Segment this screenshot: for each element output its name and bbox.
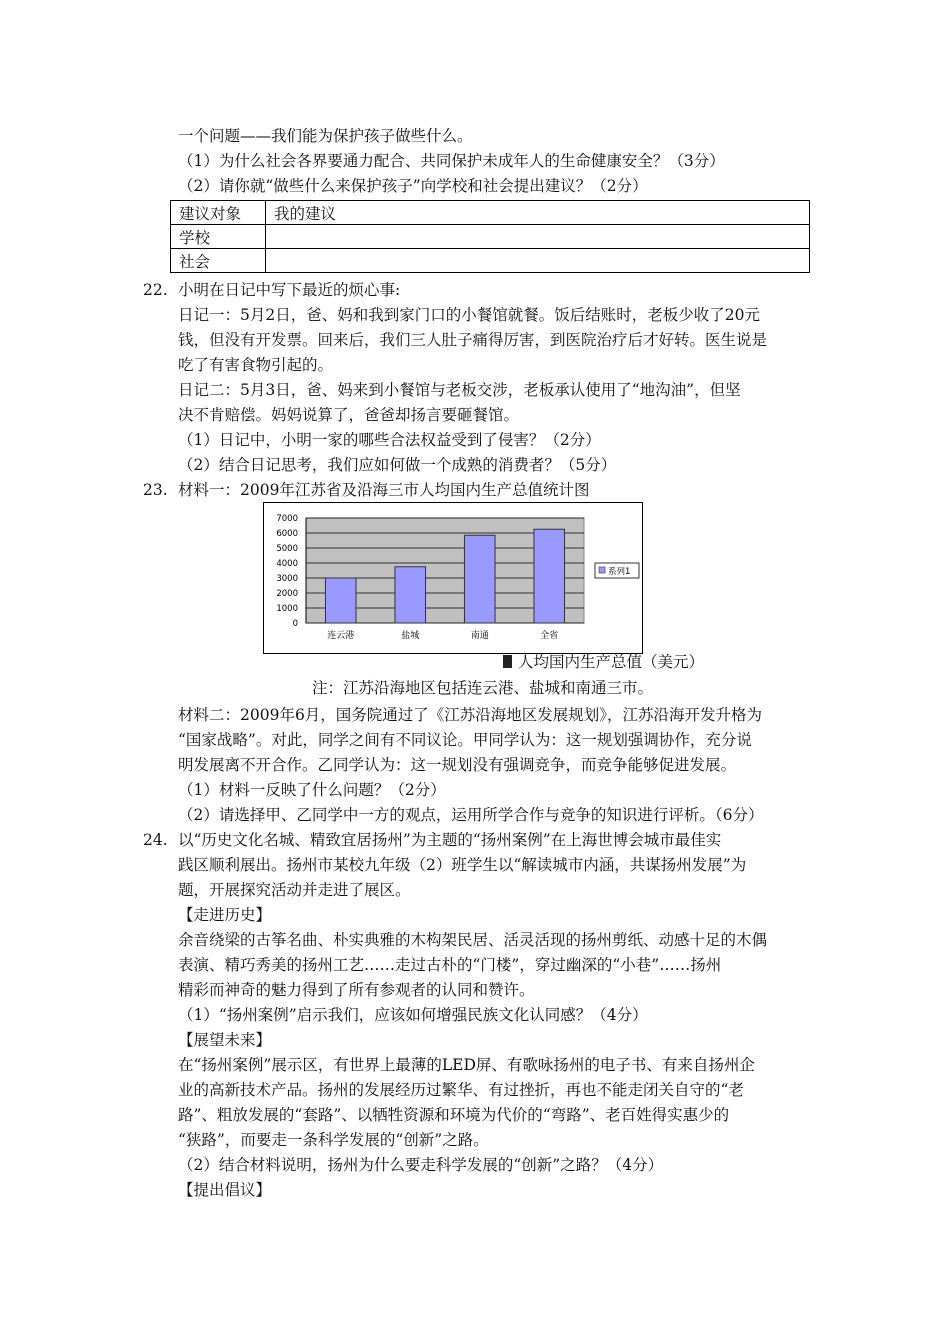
q24-section-heading: 【走进历史】 [178, 906, 272, 924]
y-tick-label: 4000 [276, 559, 298, 569]
caption-swatch [503, 655, 512, 668]
table-cell-target: 学校 [171, 225, 266, 249]
q23-number: 23. [143, 481, 168, 499]
q24-line: 余音绕梁的古筝名曲、朴实典雅的木构架民居、活灵活现的扬州剪纸、动感十足的木偶 [178, 931, 768, 949]
y-tick-label: 7000 [276, 514, 298, 524]
q24-line: 题，开展探究活动并走进了展区。 [178, 881, 411, 899]
bar [464, 535, 495, 623]
bar [325, 578, 356, 623]
q22-line: 钱，但没有开发票。回来后，我们三人肚子痛得厉害，到医院治疗后才好转。医生说是 [178, 331, 768, 349]
q21-sub2: （2）请你就“做些什么来保护孩子”向学校和社会提出建议？（2分） [178, 177, 648, 195]
chart-caption [503, 652, 704, 672]
gdp-chart [263, 502, 643, 654]
table-header-cell: 我的建议 [266, 201, 810, 225]
q24-line: 在“扬州案例”展示区，有世界上最薄的LED屏、有歌咏扬州的电子书、有来自扬州企 [178, 1056, 755, 1074]
legend-swatch [599, 567, 605, 573]
table-cell-target: 社会 [171, 249, 266, 273]
q24-line: 路”、粗放发展的“套路”、以牺牲资源和环境为代价的“弯路”、老百姓得实惠少的 [178, 1106, 730, 1124]
y-tick-label: 1000 [276, 604, 298, 614]
q24-line: 业的高新技术产品。扬州的发展经历过繁华、有过挫折，再也不能走闭关自守的“老 [178, 1081, 744, 1099]
q23-line: （2）请选择甲、乙同学中一方的观点，运用所学合作与竞争的知识进行评析。（6分） [178, 806, 764, 824]
gdp-bar-chart [264, 503, 642, 653]
y-tick-label: 5000 [276, 544, 298, 554]
table-cell-answer [266, 249, 810, 273]
q23-line: 明发展离不开合作。乙同学认为：这一规划没有强调竞争，而竞争能够促进发展。 [178, 756, 737, 774]
table-cell-answer [266, 225, 810, 249]
q24-section-heading: 【展望未来】 [178, 1031, 272, 1049]
q23-line: 材料二：2009年6月，国务院通过了《江苏沿海地区发展规划》，江苏沿海开发升格为 [178, 706, 763, 724]
q22-line: 日记一：5月2日，爸、妈和我到家门口的小餐馆就餐。饭后结账时，老板少收了20元 [178, 306, 760, 324]
q21-intro: 一个问题——我们能为保护孩子做些什么。 [178, 127, 473, 145]
q22-line: 小明在日记中写下最近的烦心事: [178, 281, 401, 299]
table-row [171, 225, 810, 249]
y-tick-label: 3000 [276, 574, 298, 584]
y-tick-label: 6000 [276, 529, 298, 539]
q24-section-heading: 【提出倡议】 [178, 1181, 272, 1199]
q24-line: 精彩而神奇的魅力得到了所有参观者的认同和赞许。 [178, 981, 535, 999]
suggestion-table [170, 200, 810, 273]
bar [395, 567, 426, 623]
q22-line: 决不肯赔偿。妈妈说算了，爸爸却扬言要砸餐馆。 [178, 406, 520, 424]
q23-line: （1）材料一反映了什么问题？（2分） [178, 781, 446, 799]
q21-sub1: （1）为什么社会各界要通力配合、共同保护未成年人的生命健康安全？（3分） [178, 152, 725, 170]
q22-line: （2）结合日记思考，我们应如何做一个成熟的消费者？（5分） [178, 456, 617, 474]
y-tick-label: 2000 [276, 589, 298, 599]
q22-line: （1）日记中，小明一家的哪些合法权益受到了侵害？（2分） [178, 431, 601, 449]
q24-line: 表演、精巧秀美的扬州工艺……走过古朴的“门楼”，穿过幽深的“小巷”……扬州 [178, 956, 722, 974]
q23-material1-title: 材料一：2009年江苏省及沿海三市人均国内生产总值统计图 [178, 481, 590, 499]
table-header-cell: 建议对象 [171, 201, 266, 225]
q24-line: （1）“扬州案例”启示我们，应该如何增强民族文化认同感？（4分） [178, 1006, 648, 1024]
chart-caption-text: 人均国内生产总值（美元） [518, 653, 705, 671]
x-tick-label: 全省 [540, 631, 559, 641]
x-tick-label: 盐城 [401, 631, 420, 641]
y-tick-label: 0 [292, 619, 298, 629]
q24-number: 24. [143, 831, 168, 849]
q22-line: 日记二：5月3日，爸、妈来到小餐馆与老板交涉，老板承认使用了“地沟油”，但坚 [178, 381, 741, 399]
legend-label: 系列1 [608, 567, 631, 577]
q24-line: “狭路”，而要走一条科学发展的“创新”之路。 [178, 1131, 489, 1149]
x-tick-label: 连云港 [327, 631, 355, 641]
table-header-row [171, 201, 810, 225]
q24-line: （2）结合材料说明，扬州为什么要走科学发展的“创新”之路？（4分） [178, 1156, 664, 1174]
q22-line: 吃了有害食物引起的。 [178, 356, 334, 374]
q22-number: 22. [143, 281, 168, 299]
bar [534, 529, 565, 623]
x-tick-label: 南通 [470, 631, 489, 641]
q24-line: 践区顺利展出。扬州市某校九年级（2）班学生以“解读城市内涵，共谋扬州发展”为 [178, 856, 747, 874]
q24-line: 以“历史文化名城、精致宜居扬州”为主题的“扬州案例”在上海世博会城市最佳实 [178, 831, 722, 849]
q23-line: “国家战略”。对此，同学之间有不同议论。甲同学认为：这一规划强调协作，充分说 [178, 731, 752, 749]
chart-note: 注：江苏沿海地区包括连云港、盐城和南通三市。 [312, 679, 654, 697]
table-row [171, 249, 810, 273]
